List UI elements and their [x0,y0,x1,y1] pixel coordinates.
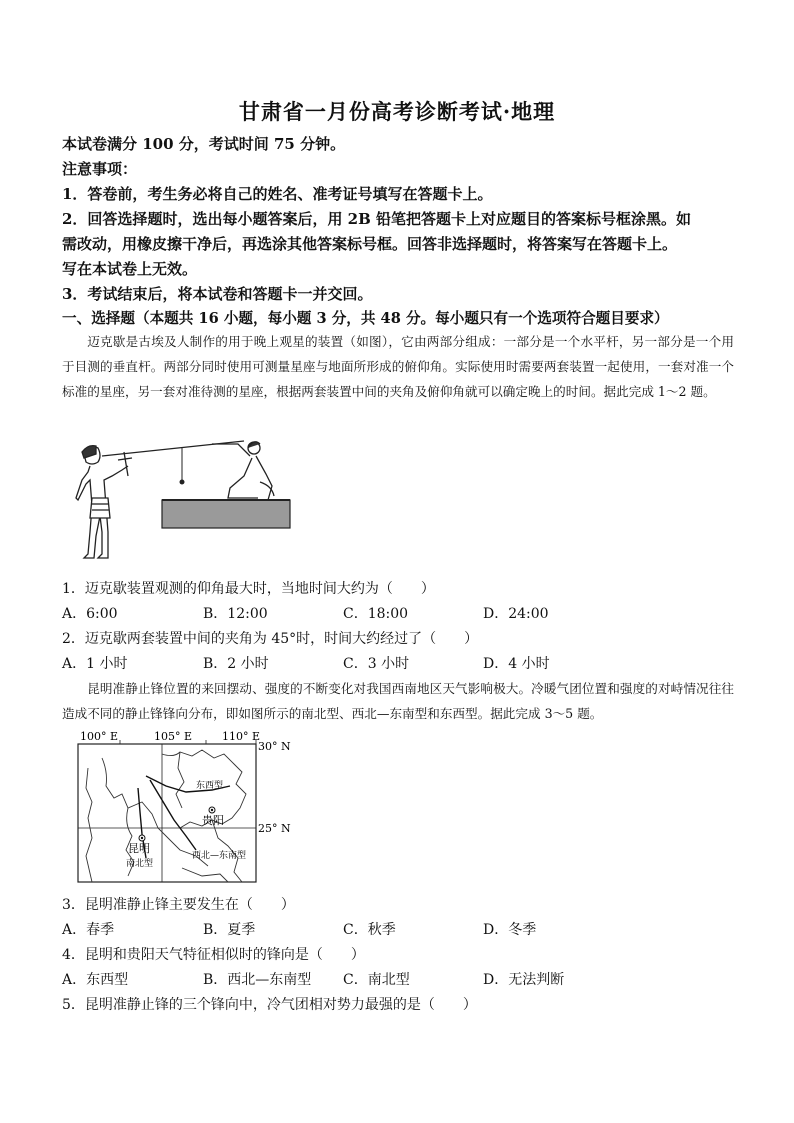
lat-label-25: 25° N [258,822,291,835]
merkhet-illustration [62,436,292,564]
q4-option-c[interactable]: C．南北型 [343,972,410,988]
q2-option-a[interactable]: A．1 小时 [62,656,128,672]
front-label-east-west: 东西型 [196,781,224,791]
front-label-north-south: 南北型 [126,859,154,869]
lon-label-110: 110° E [222,730,261,743]
q3-option-c[interactable]: C．秋季 [343,922,396,938]
q1-option-b[interactable]: B．12:00 [203,606,268,622]
question-1-stem: 1．迈克歇装置观测的仰角最大时，当地时间大约为（ ） [62,581,435,597]
exam-info: 本试卷满分 100 分，考试时间 75 分钟。 [62,135,346,153]
q1-option-c[interactable]: C．18:00 [343,606,409,622]
city-guiyang: 贵阳 [202,814,224,827]
city-kunming: 昆明 [128,842,150,855]
q2-option-c[interactable]: C．3 小时 [343,656,410,672]
q3-option-b[interactable]: B．夏季 [203,922,256,938]
passage-2: 昆明准静止锋位置的来回摆动、强度的不断变化对我国西南地区天气影响极大。冷暖气团位置和强度的对峙情况往往造成不同的静止锋锋向分布，即如图所示的南北型、西北—东南型和东西型。据此完成 3～5 题。 [62,681,734,721]
lat-label-30: 30° N [258,740,291,753]
q2-option-d[interactable]: D．4 小时 [483,656,550,672]
notice-2-end: 写在本试卷上无效。 [62,260,198,278]
question-4-stem: 4．昆明和贵阳天气特征相似时的锋向是（ ） [62,947,365,963]
page-title: 甘肃省一月份高考诊断考试·地理 [238,99,556,124]
q1-option-d[interactable]: D．24:00 [483,606,549,622]
lon-label-105: 105° E [154,730,193,743]
section-heading: 一、选择题（本题共 16 小题，每小题 3 分，共 48 分。每小题只有一个选项符合题目要求） [62,310,669,327]
question-5-stem: 5．昆明准静止锋的三个锋向中，冷气团相对势力最强的是（ ） [62,997,477,1013]
lon-label-100: 100° E [80,730,119,743]
q3-option-a[interactable]: A．春季 [62,922,115,938]
q4-option-a[interactable]: A．东西型 [62,972,129,988]
notice-1: 1．答卷前，考生务必将自己的姓名、准考证号填写在答题卡上。 [62,185,493,203]
q2-option-b[interactable]: B．2 小时 [203,656,269,672]
passage-1: 迈克歇是古埃及人制作的用于晚上观星的装置（如图），它由两部分组成：一部分是一个水平杆，另一部分是一个用于目测的垂直杆。两部分同时使用可测量星座与地面所形成的俯仰角。实际使用时需要两套装置一起使用，一套对准一个标准的星座，另一套对准待测的星座，根据两套装置中间的夹角及俯仰角就可以确定晚上的时间。据此完成 1～2 题。 [62,334,734,399]
question-2-stem: 2．迈克歇两套装置中间的夹角为 45°时，时间大约经过了（ ） [62,631,479,647]
question-3-stem: 3．昆明准静止锋主要发生在（ ） [62,897,295,913]
q4-option-b[interactable]: B．西北—东南型 [203,972,312,988]
notice-heading: 注意事项： [62,160,138,178]
q1-option-a[interactable]: A．6:00 [62,606,118,622]
notice-2-cont: 需改动，用橡皮擦干净后，再选涂其他答案标号框。回答非选择题时，将答案写在答题卡上。 [62,235,678,253]
notice-2: 2．回答选择题时，选出每小题答案后，用 2B 铅笔把答题卡上对应题目的答案标号框涂黑。如 [62,210,692,228]
q3-option-d[interactable]: D．冬季 [483,922,537,938]
notice-3: 3．考试结束后，将本试卷和答题卡一并交回。 [62,285,373,303]
front-label-nw-se: 西北—东南型 [192,851,247,861]
q4-option-d[interactable]: D．无法判断 [483,972,565,988]
front-map [62,728,302,888]
